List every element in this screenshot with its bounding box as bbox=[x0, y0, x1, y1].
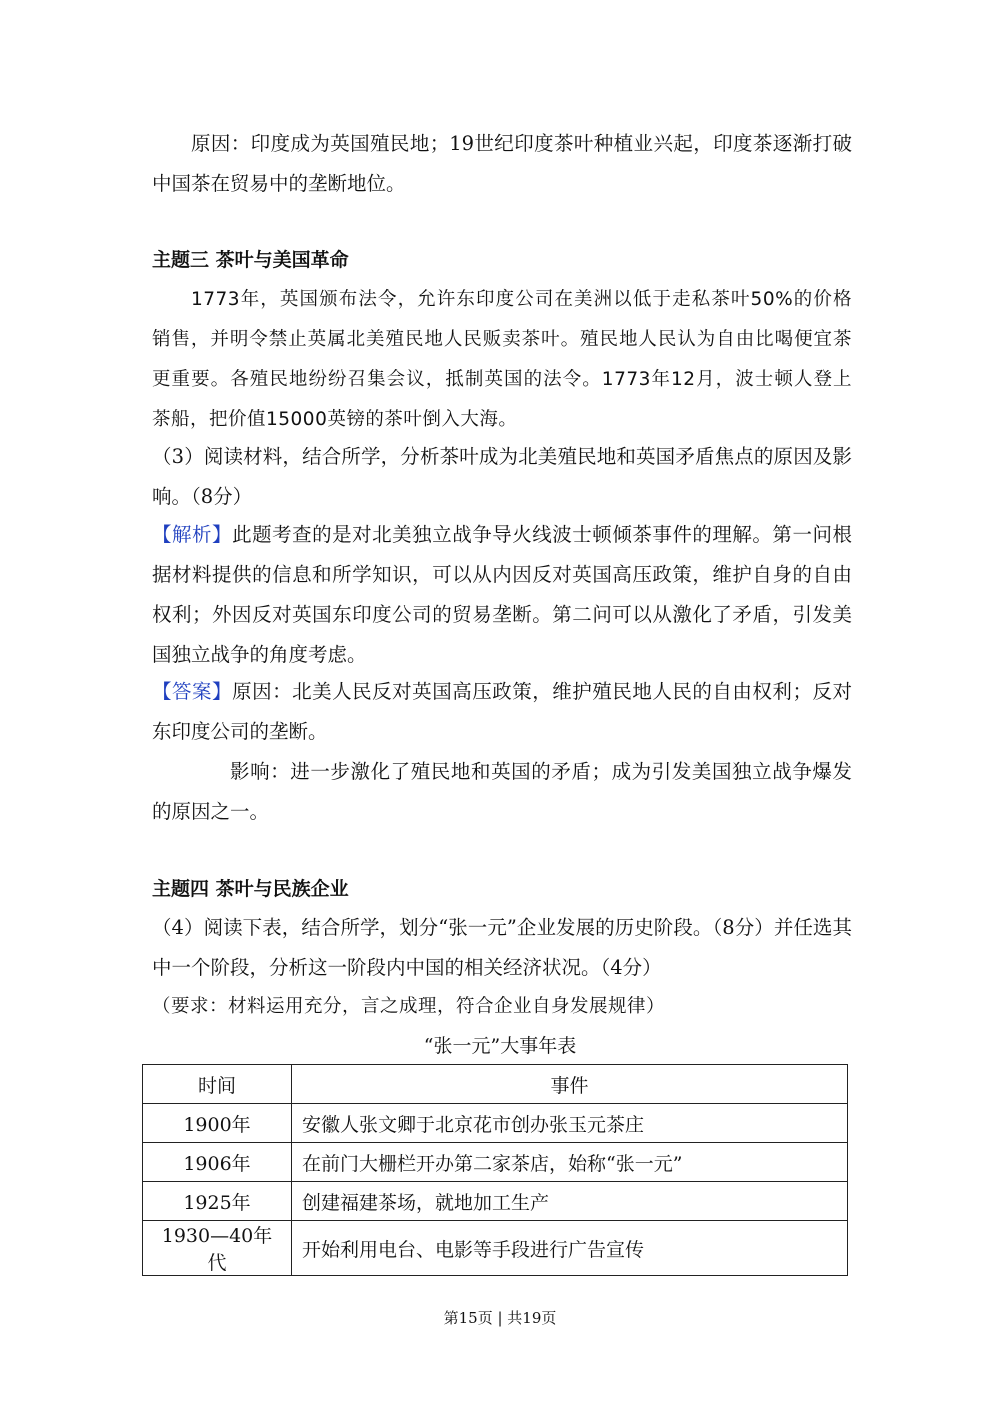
analysis-paragraph bbox=[152, 515, 852, 675]
row-event: 开始利用电台、电影等手段进行广告宣传 bbox=[292, 1221, 848, 1276]
row-event: 创建福建茶场，就地加工生产 bbox=[292, 1182, 848, 1221]
cause-paragraph: 原因：印度成为英国殖民地；19世纪印度茶叶种植业兴起，印度茶逐渐打破中国茶在贸易中的垄断地位。 bbox=[152, 132, 852, 195]
answer-paragraph bbox=[152, 672, 852, 752]
row-time: 1930—40年代 bbox=[143, 1221, 292, 1276]
table-row bbox=[143, 1221, 848, 1276]
header-event: 事件 bbox=[292, 1065, 848, 1104]
question-4-requirement: （要求：材料运用充分，言之成理，符合企业自身发展规律） bbox=[152, 996, 666, 1017]
table-header-row bbox=[143, 1065, 848, 1104]
theme4-heading: 主题四 茶叶与民族企业 bbox=[152, 878, 349, 900]
answer-tag: 【答案】 bbox=[152, 680, 233, 703]
table-row bbox=[143, 1104, 848, 1143]
question-4: （4）阅读下表，结合所学，划分“张一元”企业发展的历史阶段。（8分）并任选其中一个阶段，分析这一阶段内中国的相关经济状况。（4分） bbox=[152, 916, 852, 979]
answer-impact: 影响：进一步激化了殖民地和英国的矛盾；成为引发美国独立战争爆发的原因之一。 bbox=[152, 760, 852, 823]
question-3: （3）阅读材料，结合所学，分析茶叶成为北美殖民地和英国矛盾焦点的原因及影响。（8分） bbox=[152, 445, 852, 508]
header-time: 时间 bbox=[143, 1065, 292, 1104]
table-row bbox=[143, 1182, 848, 1221]
row-time: 1900年 bbox=[143, 1104, 292, 1143]
theme3-material: 1773年，英国颁布法令，允许东印度公司在美洲以低于走私茶叶50%的价格销售，并明令禁止英属北美殖民地人民贩卖茶叶。殖民地人民认为自由比喝便宜茶更重要。各殖民地纷纷召集会议，抵制英国的法令。1773年12月，波士顿人登上茶船，把价值15000英镑的茶叶倒入大海。 bbox=[152, 289, 852, 430]
answer-text: 原因：北美人民反对英国高压政策，维护殖民地人民的自由权利；反对东印度公司的垄断。 bbox=[152, 680, 852, 743]
analysis-text: 此题考查的是对北美独立战争导火线波士顿倾茶事件的理解。第一问根据材料提供的信息和所学知识，可以从内因反对英国高压政策，维护自身的自由权利；外因反对英国东印度公司的贸易垄断。第二问可以从激化了矛盾，引发美国独立战争的角度考虑。 bbox=[152, 523, 852, 666]
row-event: 在前门大栅栏开办第二家茶店，始称“张一元” bbox=[292, 1143, 848, 1182]
row-event: 安徽人张文卿于北京花市创办张玉元茶庄 bbox=[292, 1104, 848, 1143]
theme3-heading: 主题三 茶叶与美国革命 bbox=[152, 249, 349, 271]
table-caption: “张一元”大事年表 bbox=[423, 1035, 577, 1057]
row-time: 1925年 bbox=[143, 1182, 292, 1221]
analysis-tag: 【解析】 bbox=[152, 523, 233, 546]
row-time: 1906年 bbox=[143, 1143, 292, 1182]
events-table bbox=[142, 1064, 848, 1276]
page-footer: 第15页 | 共19页 bbox=[443, 1309, 557, 1327]
table-row bbox=[143, 1143, 848, 1182]
